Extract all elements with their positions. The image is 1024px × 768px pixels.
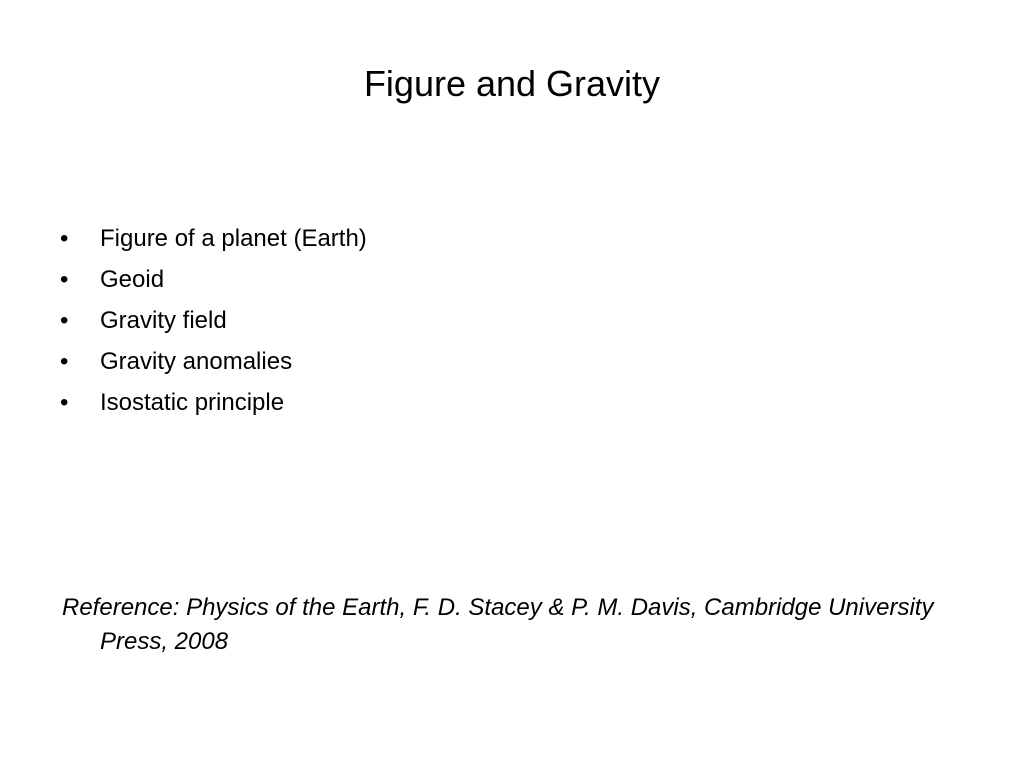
bullet-text: Gravity anomalies: [100, 348, 293, 375]
bullet-marker: •: [60, 389, 69, 416]
bullet-text: Geoid: [100, 266, 165, 293]
slide-title: Figure and Gravity: [363, 63, 661, 104]
bullet-item: [60, 345, 960, 386]
bullet-marker: •: [60, 225, 69, 252]
bullet-text: Gravity field: [100, 307, 227, 334]
bullet-marker: •: [60, 348, 69, 375]
bullet-item: [60, 386, 960, 427]
bullet-item: [60, 304, 960, 345]
reference-citation: Reference: Physics of the Earth, F. D. Stacey & P. M. Davis, Cambridge University Press, 2008: [62, 594, 934, 655]
bullet-item: [60, 222, 960, 263]
bullet-item: [60, 263, 960, 304]
bullet-marker: •: [60, 307, 69, 334]
bullet-list: [60, 222, 960, 427]
bullet-text: Isostatic principle: [100, 389, 285, 416]
bullet-text: Figure of a planet (Earth): [100, 225, 367, 252]
bullet-marker: •: [60, 266, 69, 293]
